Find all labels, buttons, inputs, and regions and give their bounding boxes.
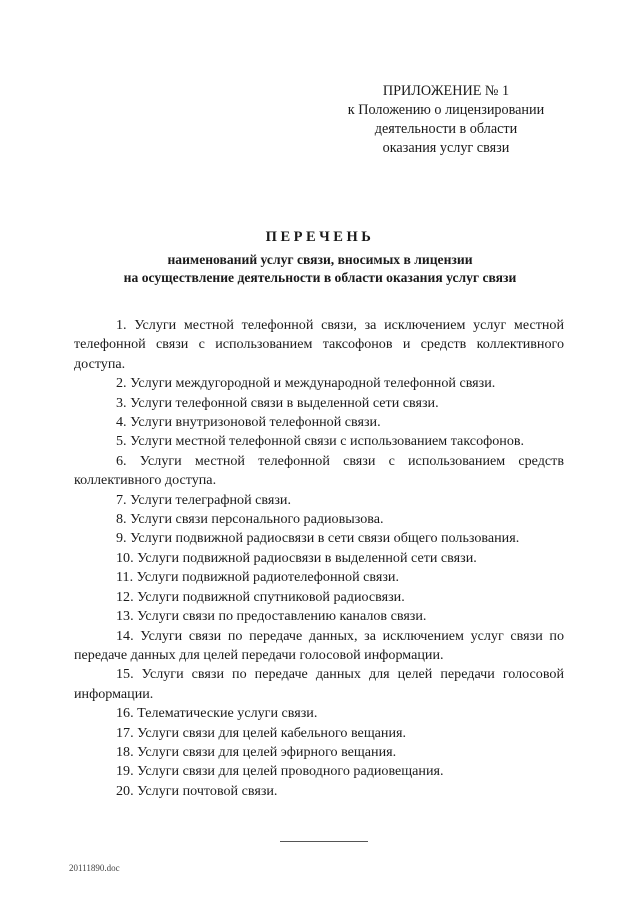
subtitle-line: наименований услуг связи, вносимых в лицензии: [167, 252, 473, 267]
appendix-line: деятельности в области: [374, 121, 518, 137]
list-item: 8. Услуги связи персонального радиовызова.: [116, 511, 384, 528]
list-item: 4. Услуги внутризоновой телефонной связи.: [116, 414, 381, 431]
document-subtitle: [60, 251, 580, 287]
list-item: 18. Услуги связи для целей эфирного вещания.: [116, 743, 397, 760]
list-item: 17. Услуги связи для целей кабельного вещания.: [116, 724, 407, 741]
appendix-header: [330, 82, 562, 158]
list-item: 11. Услуги подвижной радиотелефонной связи.: [116, 569, 399, 586]
list-item: 7. Услуги телеграфной связи.: [116, 491, 291, 508]
separator-line: [280, 841, 368, 842]
list-item: 19. Услуги связи для целей проводного радиовещания.: [116, 763, 444, 780]
subtitle-line: на осуществление деятельности в области оказания услуг связи: [123, 270, 517, 285]
list-item: 20. Услуги почтовой связи.: [116, 782, 278, 799]
list-item: 1. Услуги местной телефонной связи, за исключением услуг местной телефонной связи с использованием таксофонов и средств коллективного доступа.: [74, 317, 564, 372]
appendix-line: к Положению о лицензировании: [347, 102, 545, 118]
list-item: 5. Услуги местной телефонной связи с использованием таксофонов.: [116, 433, 525, 450]
file-name: 20111890.doc: [69, 863, 120, 873]
services-list: [74, 316, 564, 801]
list-item: 9. Услуги подвижной радиосвязи в сети связи общего пользования.: [116, 530, 520, 547]
list-item: 2. Услуги междугородной и международной телефонной связи.: [116, 375, 496, 392]
list-item: 10. Услуги подвижной радиосвязи в выделенной сети связи.: [116, 549, 477, 566]
list-item: 16. Телематические услуги связи.: [116, 705, 318, 722]
appendix-title: ПРИЛОЖЕНИЕ № 1: [382, 83, 510, 99]
list-item: 13. Услуги связи по предоставлению каналов связи.: [116, 608, 427, 625]
document-title: ПЕРЕЧЕНЬ: [265, 229, 375, 245]
list-item: 3. Услуги телефонной связи в выделенной сети связи.: [116, 394, 439, 411]
list-item: 6. Услуги местной телефонной связи с использованием средств коллективного доступа.: [74, 452, 564, 489]
appendix-line: оказания услуг связи: [382, 140, 510, 156]
list-item: 14. Услуги связи по передаче данных, за исключением услуг связи по передаче данных для целей передачи голосовой информации.: [74, 627, 564, 663]
list-item: 15. Услуги связи по передаче данных для целей передачи голосовой информации.: [74, 666, 564, 702]
list-item: 12. Услуги подвижной спутниковой радиосвязи.: [116, 588, 405, 605]
